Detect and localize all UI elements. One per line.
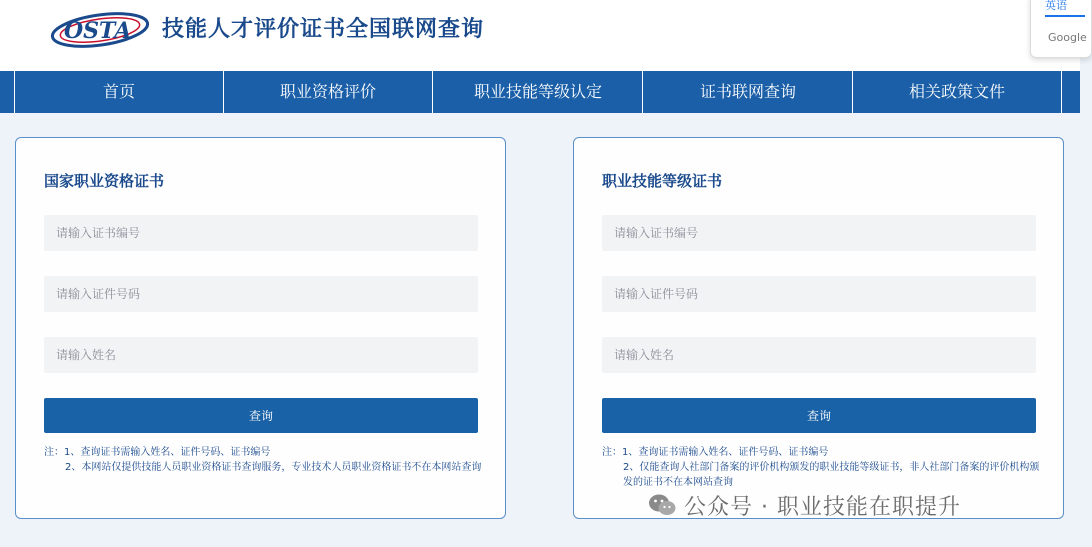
nav-item-certificate-query[interactable]: 证书联网查询 — [644, 71, 853, 113]
query-button[interactable]: 查询 — [602, 398, 1036, 433]
nav-item-qualification-evaluation[interactable]: 职业资格评价 — [224, 71, 433, 113]
main-nav — [0, 71, 1080, 113]
notes — [602, 445, 1042, 490]
translate-active-underline — [1045, 15, 1085, 17]
nav-left-divider — [0, 71, 15, 113]
qualification-certificate-panel — [15, 137, 506, 519]
query-button[interactable]: 查询 — [44, 398, 478, 433]
name-input[interactable] — [602, 337, 1036, 373]
panel-title: 职业技能等级证书 — [602, 172, 723, 190]
google-brand-label: Google — [1048, 31, 1087, 44]
note-line-2: 2、仅能查询人社部门备案的评价机构颁发的职业技能等级证书，非人社部门备案的评价机构颁发的证书不在本网站查询 — [623, 462, 1040, 488]
site-header — [0, 0, 1080, 71]
logo-text: OSTA — [64, 18, 132, 44]
translate-widget[interactable] — [1030, 0, 1092, 58]
note-line-2: 2、本网站仅提供技能人员职业资格证书查询服务，专业技术人员职业资格证书不在本网站查询 — [65, 462, 482, 473]
notes — [44, 445, 484, 475]
watermark-text: 公众号 · 职业技能在职提升 — [684, 494, 961, 520]
wechat-icon — [648, 493, 676, 517]
panel-title: 国家职业资格证书 — [44, 172, 165, 190]
skill-level-certificate-panel — [573, 137, 1064, 519]
osta-logo[interactable] — [48, 6, 154, 52]
id-number-input[interactable] — [44, 276, 478, 312]
translate-language-option[interactable]: 英语 — [1045, 0, 1067, 12]
note-line-1: 注：1、查询证书需输入姓名、证件号码、证书编号 — [44, 447, 271, 458]
name-input[interactable] — [44, 337, 478, 373]
id-number-input[interactable] — [602, 276, 1036, 312]
nav-item-skill-level-certification[interactable]: 职业技能等级认定 — [434, 71, 643, 113]
site-title: 技能人才评价证书全国联网查询 — [162, 17, 485, 42]
note-line-1: 注：1、查询证书需输入姓名、证件号码、证书编号 — [602, 447, 829, 458]
nav-item-policy-documents[interactable]: 相关政策文件 — [853, 71, 1062, 113]
nav-item-home[interactable]: 首页 — [15, 71, 224, 113]
certificate-number-input[interactable] — [602, 215, 1036, 251]
wechat-watermark — [648, 488, 961, 522]
certificate-number-input[interactable] — [44, 215, 478, 251]
